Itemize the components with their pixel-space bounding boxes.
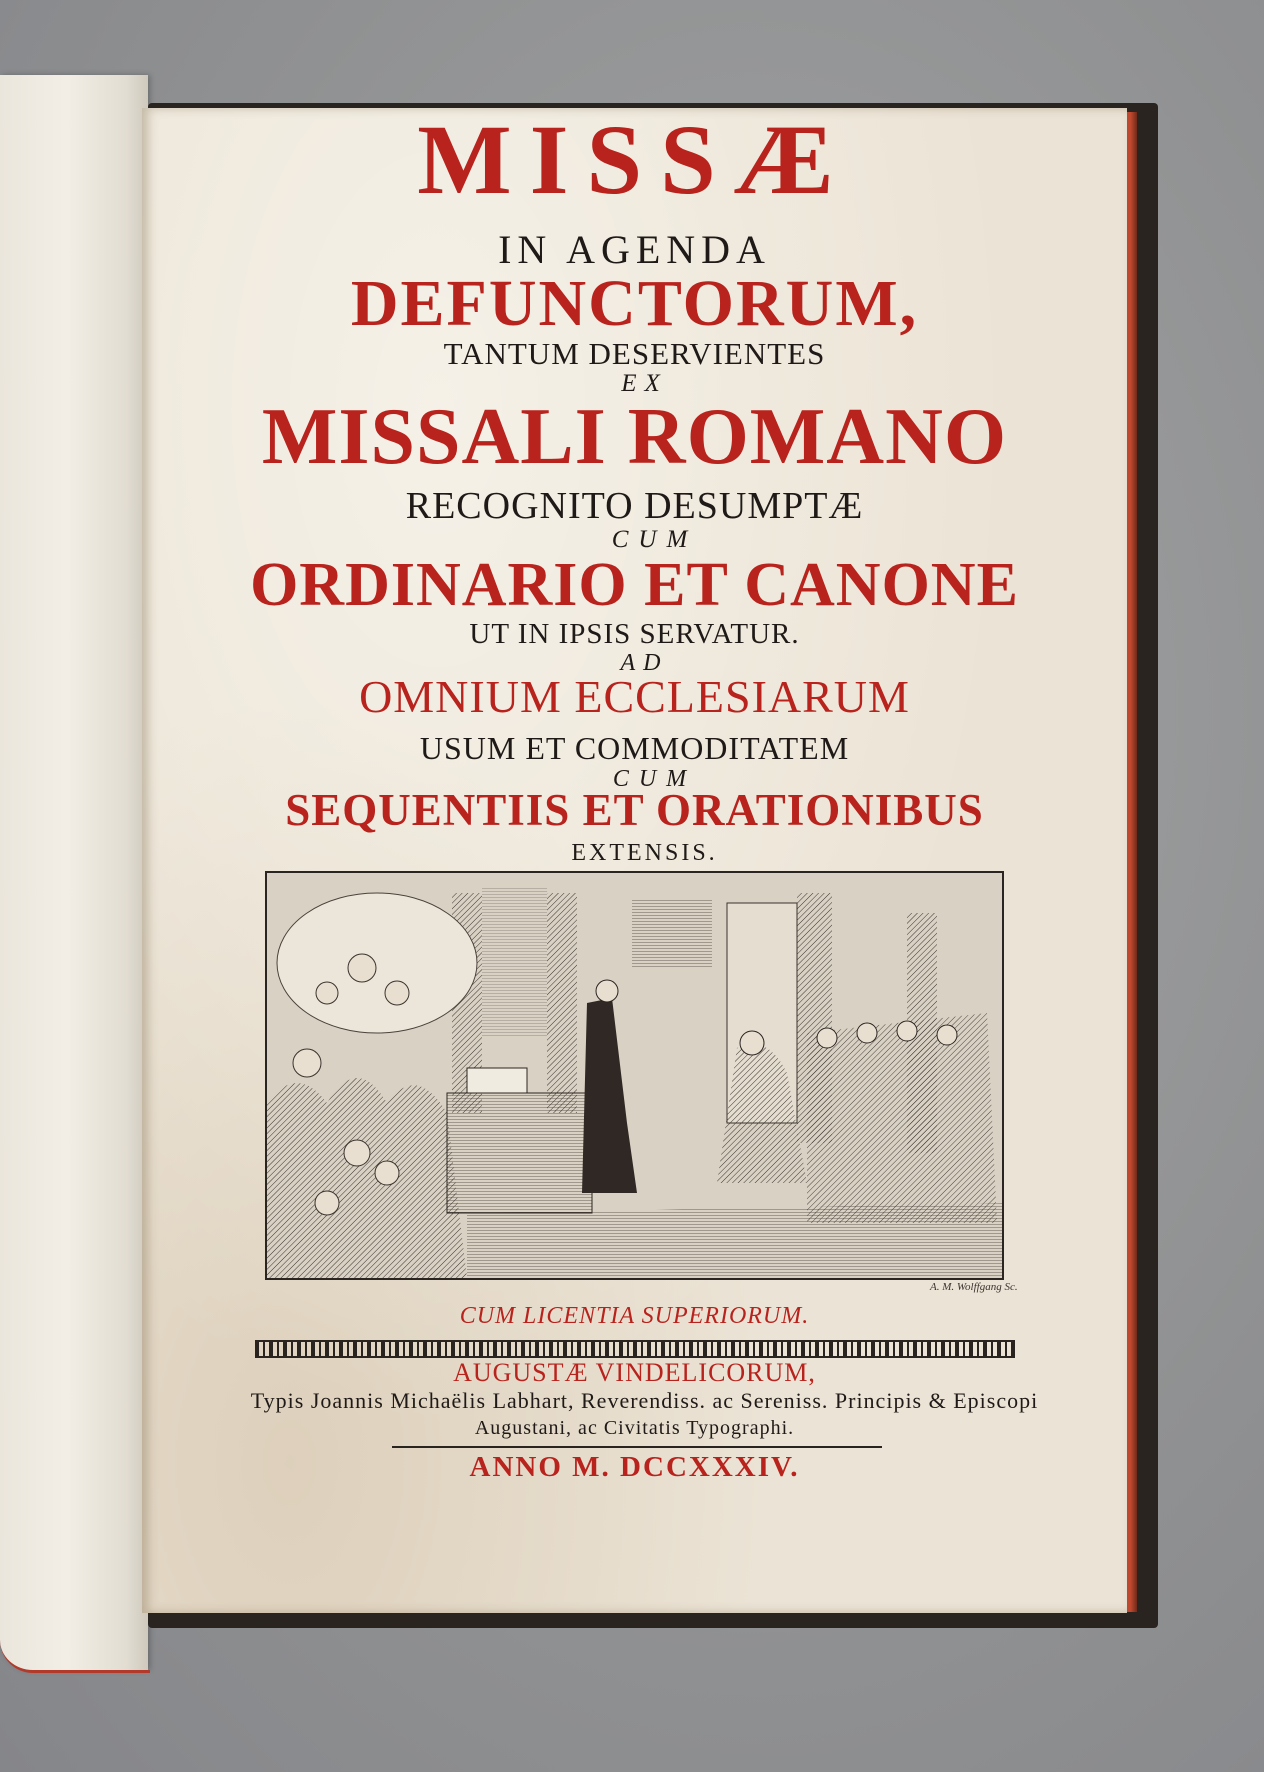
title-ad: AD <box>620 650 669 676</box>
imprint-year: ANNO M. DCCXXXIV. <box>469 1451 800 1483</box>
engraving-illustration <box>265 871 1004 1280</box>
imprint-printer: Typis Joannis Michaëlis Labhart, Reverendiss. ac Sereniss. Principis & Episcopi <box>250 1388 1039 1413</box>
title-missae: MISSÆ <box>417 104 852 215</box>
imprint-rule <box>392 1446 882 1448</box>
engraver-signature: A. M. Wolffgang Sc. <box>930 1281 1018 1293</box>
title-ut-in-ipsis: UT IN IPSIS SERVATUR. <box>469 618 800 650</box>
title-missali-romano: MISSALI ROMANO <box>261 393 1008 481</box>
imprint-place: AUGUSTÆ VINDELICORUM, <box>453 1358 816 1387</box>
license-line: CUM LICENTIA SUPERIORUM. <box>459 1303 810 1329</box>
title-page <box>142 104 1127 1613</box>
ornamental-border <box>255 1340 1015 1358</box>
title-sequentiis: SEQUENTIIS ET ORATIONIBUS <box>285 785 984 835</box>
left-blank-page <box>0 75 148 1670</box>
title-extensis: EXTENSIS. <box>571 840 718 866</box>
engraving-mass-for-the-dead <box>267 873 1002 1278</box>
title-usum: USUM ET COMMODITATEM <box>419 730 850 766</box>
title-cum-1: CUM <box>611 526 698 553</box>
title-ordinario: ORDINARIO ET CANONE <box>250 551 1019 619</box>
title-defunctorum: DEFUNCTORUM, <box>350 267 919 340</box>
left-page-red-edge <box>0 1640 150 1673</box>
title-ex: EX <box>621 370 668 397</box>
title-tantum-deservientes: TANTUM DESERVIENTES <box>443 336 826 371</box>
title-recognito: RECOGNITO DESUMPTÆ <box>405 485 864 527</box>
title-omnium-ecclesiarum: OMNIUM ECCLESIARUM <box>359 671 910 722</box>
title-in-agenda: IN AGENDA <box>498 227 771 272</box>
title-cum-2: CUM <box>612 766 697 792</box>
imprint-printer-cont: Augustani, ac Civitatis Typographi. <box>474 1417 795 1439</box>
